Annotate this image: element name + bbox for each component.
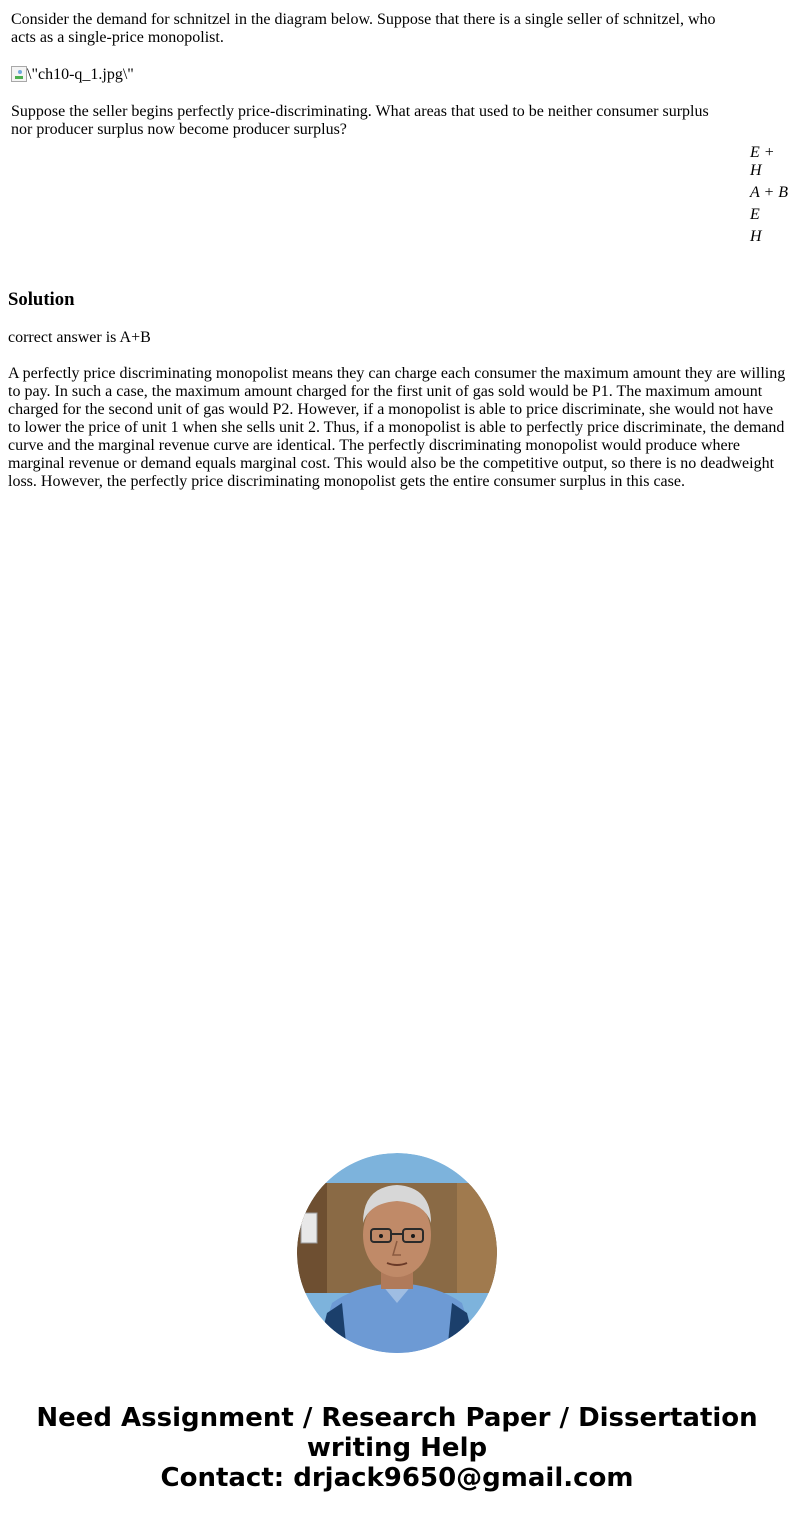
question-block [11, 11, 731, 139]
broken-image-icon [11, 66, 27, 82]
solution-section [8, 290, 788, 491]
correct-answer: correct answer is A+B [8, 329, 151, 346]
option-e-plus-h[interactable]: E + H [750, 144, 775, 179]
answer-options [750, 144, 790, 250]
author-avatar [297, 1153, 497, 1353]
solution-heading: Solution [8, 289, 75, 310]
question-image-placeholder [11, 66, 731, 84]
author-portrait [297, 1153, 497, 1353]
solution-explanation: A perfectly price discriminating monopolist means they can charge each consumer the maximum amount they are willing to pay. In such a case, the maximum amount charged for the first unit of gas sold would be P1. The maximum amount charged for the second unit of gas would P2. However, if a monopolist is able to price discriminate, she would not have to lower the price of unit 1 when she sells unit 2. Thus, if a monopolist is able to perfectly price discriminate, the demand curve and the marginal revenue curve are identical. The perfectly discriminating monopolist would produce where marginal revenue or demand equals marginal cost. This would also be the competitive output, so there is no deadweight loss. However, the perfectly price discriminating monopolist gets the entire consumer surplus in this case. [8, 365, 786, 490]
question-image-alt: \"ch10-q_1.jpg\" [27, 66, 134, 83]
option-h[interactable]: H [750, 228, 762, 245]
option-e[interactable]: E [750, 206, 760, 223]
option-a-plus-b[interactable]: A + B [750, 184, 789, 201]
question-intro: Consider the demand for schnitzel in the diagram below. Suppose that there is a single seller of schnitzel, who acts as a single-price monopolist. [11, 11, 716, 46]
footer-contact: Contact: drjack9650@gmail.com [160, 1463, 634, 1493]
footer-banner [0, 1403, 794, 1493]
question-ask: Suppose the seller begins perfectly price-discriminating. What areas that used to be neither consumer surplus nor producer surplus now become producer surplus? [11, 103, 709, 138]
footer-help-text: Need Assignment / Research Paper / Dissertation writing Help [36, 1403, 758, 1463]
